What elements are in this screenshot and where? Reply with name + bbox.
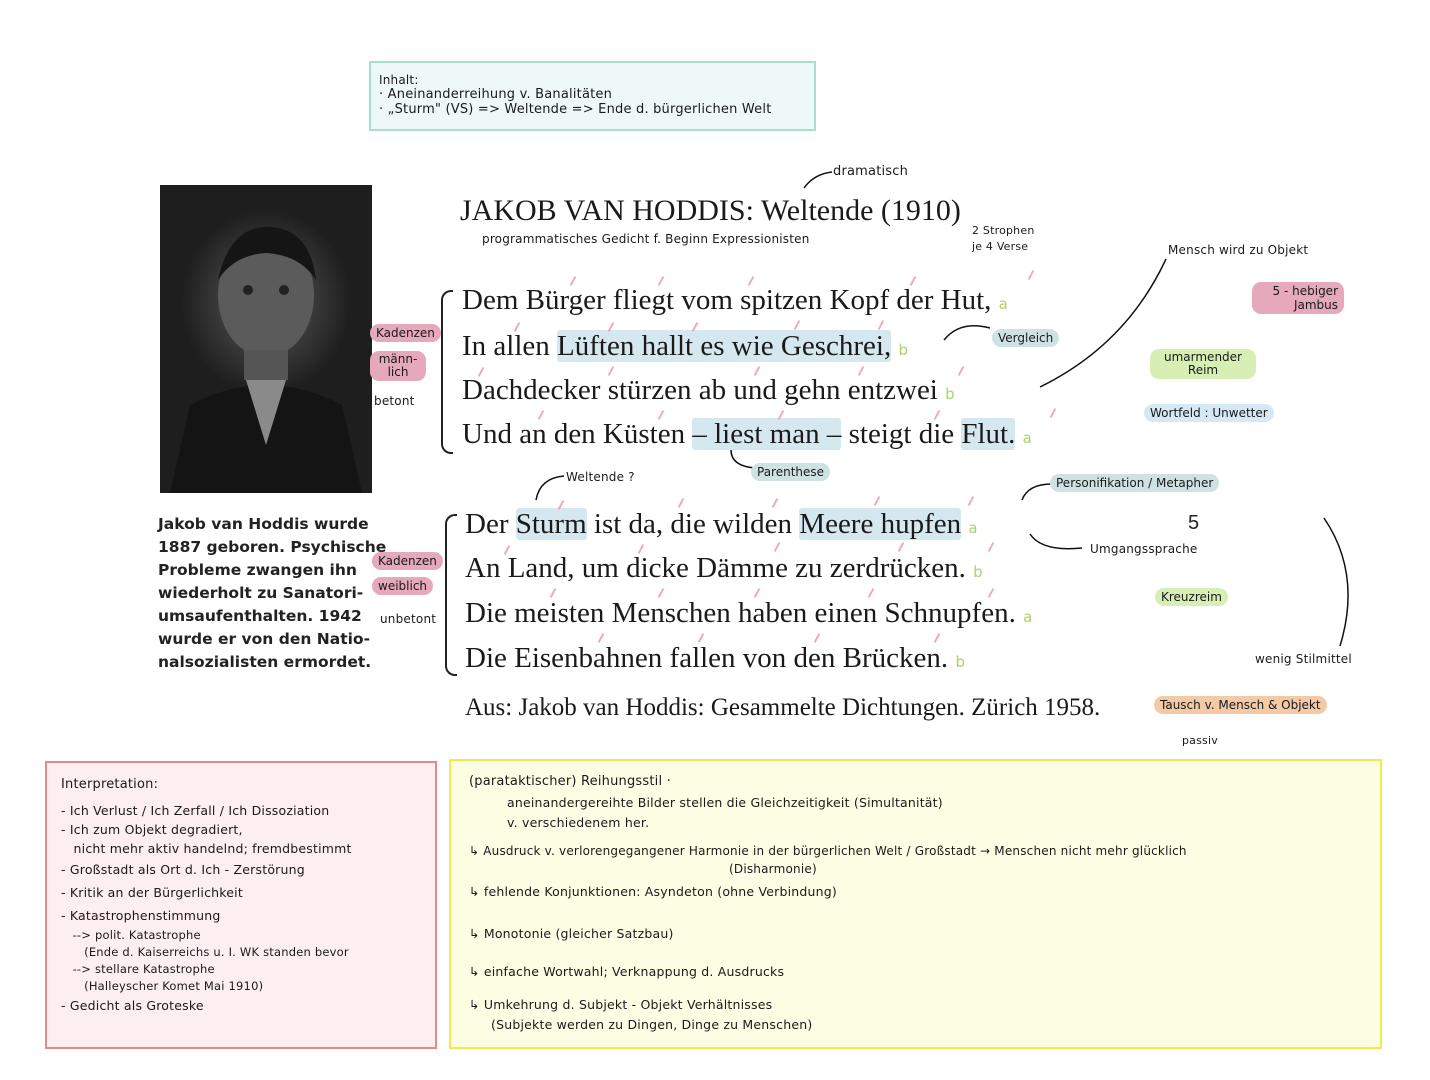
tag-kreuzreim: Kreuzreim <box>1155 588 1228 606</box>
meter-stroke <box>1028 270 1034 280</box>
stanza1-line2-highlight: Lüften hallt es wie Geschrei, <box>557 330 892 362</box>
note-dramatisch: dramatisch <box>833 164 909 179</box>
note-betont: betont <box>374 394 415 408</box>
stanza1-line4-parenthesis: – liest man – <box>692 418 842 450</box>
stanza2-line1-meere: Meere hupfen <box>799 508 962 540</box>
style-note: ↳ einfache Wortwahl; Verknappung d. Ausdrucks <box>469 964 785 979</box>
stanza2-line4-text: Die Eisenbahnen fallen von den Brücken. <box>465 642 949 674</box>
note-passiv: passiv <box>1182 734 1218 747</box>
meter-stroke <box>1050 408 1056 418</box>
bio-text <box>158 513 386 674</box>
bio-line-1: Jakob van Hoddis wurde <box>158 515 369 533</box>
stanza2-line1 <box>465 508 978 541</box>
meter-stroke <box>874 496 880 506</box>
style-note: aneinandergereihte Bilder stellen die Gleichzeitigkeit (Simultanität) <box>507 795 943 810</box>
note-mensch-objekt: Mensch wird zu Objekt <box>1168 243 1309 257</box>
rhyme-s1-l3: b <box>945 385 955 403</box>
inhalt-title: Inhalt: <box>379 73 419 87</box>
rhyme-s2-l1: a <box>968 519 978 537</box>
meter-stroke <box>794 320 800 330</box>
interpretation-item: - Ich Verlust / Ich Zerfall / Ich Dissoziation <box>61 803 330 818</box>
line-number: 5 <box>1188 512 1200 534</box>
meter-stroke <box>772 498 778 508</box>
style-note: ↳ Monotonie (gleicher Satzbau) <box>469 926 674 941</box>
interpretation-item: - Kritik an der Bürgerlichkeit <box>61 885 243 900</box>
interpretation-item: - Katastrophenstimmung <box>61 908 221 923</box>
stanza1-bracket <box>441 290 453 454</box>
rhyme-s2-l4: b <box>955 653 965 671</box>
stanza1-line2 <box>462 330 908 363</box>
stanza1-line4-mid: steigt die <box>841 418 962 450</box>
meter-stroke <box>988 542 994 552</box>
rhyme-s1-l2: b <box>898 341 908 359</box>
stanza1-line4-flut: Flut. <box>961 418 1016 450</box>
stanza2-line1-sturm: Sturm <box>515 508 587 540</box>
style-note: (Subjekte werden zu Dingen, Dinge zu Menschen) <box>491 1017 813 1032</box>
rhyme-s2-l3: a <box>1023 608 1033 626</box>
interpretation-item: --> polit. Katastrophe <box>61 928 201 942</box>
interpretation-title: Interpretation: <box>61 777 159 792</box>
rhyme-s1-l4: a <box>1022 429 1032 447</box>
interpretation-item: - Ich zum Objekt degradiert, <box>61 822 243 837</box>
note-umgangssprache: Umgangssprache <box>1090 542 1198 556</box>
style-note: ↳ Umkehrung d. Subjekt - Objekt Verhältnisses <box>469 997 773 1012</box>
interpretation-item: - Großstadt als Ort d. Ich - Zerstörung <box>61 862 305 877</box>
rhyme-s2-l2: b <box>973 563 983 581</box>
style-note: (Disharmonie) <box>729 862 817 876</box>
interpretation-item: nicht mehr aktiv handelnd; fremdbestimmt <box>61 841 352 856</box>
interpretation-item: --> stellare Katastrophe <box>61 962 215 976</box>
interpretation-item: (Ende d. Kaiserreichs u. I. WK standen bevor <box>61 945 349 959</box>
note-weltende: Weltende ? <box>566 470 635 484</box>
bio-line-5: umsaufenthalten. 1942 <box>158 607 362 625</box>
meter-stroke <box>968 496 974 506</box>
stanza2-line2 <box>465 552 983 585</box>
bio-line-7: nalsozialisten ermordet. <box>158 653 372 671</box>
poem-subtitle: programmatisches Gedicht f. Beginn Expressionisten <box>482 232 810 246</box>
style-note: ↳ Ausdruck v. verlorengegangener Harmonie in der bürgerlichen Welt / Großstadt → Menschen nicht mehr glücklich <box>469 844 1187 858</box>
tag-personifikation: Personifikation / Metapher <box>1050 474 1219 492</box>
interpretation-box <box>45 761 437 1049</box>
stanza1-line1 <box>462 284 1008 317</box>
tag-parenthese: Parenthese <box>751 463 830 481</box>
tag-weiblich: weiblich <box>372 577 433 595</box>
inhalt-line-1: · Aneinanderreihung v. Banalitäten <box>379 87 613 102</box>
meter-stroke <box>958 366 964 376</box>
meter-stroke <box>678 498 684 508</box>
style-note: v. verschiedenem her. <box>507 815 650 830</box>
inhalt-box <box>369 61 816 131</box>
rhyme-s1-l1: a <box>998 295 1008 313</box>
stanza2-line2-text: An Land, um dicke Dämme zu zerdrücken. <box>465 552 966 584</box>
note-unbetont: unbetont <box>380 612 437 626</box>
tag-umarmender-reim: umarmender Reim <box>1150 349 1256 379</box>
stanza1-line3 <box>462 374 955 407</box>
style-note: ↳ fehlende Konjunktionen: Asyndeton (ohne Verbindung) <box>469 884 838 899</box>
tag-wortfeld: Wortfeld : Unwetter <box>1144 404 1274 422</box>
portrait-photo <box>160 185 372 493</box>
tag-vergleich: Vergleich <box>992 329 1059 347</box>
style-note: (parataktischer) Reihungsstil · <box>469 774 671 789</box>
note-strophen: 2 Strophen <box>972 224 1035 237</box>
meter-stroke <box>878 320 884 330</box>
stanza2-bracket <box>445 514 457 676</box>
source-citation: Aus: Jakob van Hoddis: Gesammelte Dichtungen. Zürich 1958. <box>465 694 1101 721</box>
bio-line-3: Probleme zwangen ihn <box>158 561 357 579</box>
stanza1-line2-pre: In allen <box>462 330 558 362</box>
tag-hebiger-jambus: 5 - hebiger Jambus <box>1252 282 1344 314</box>
stanza1-line4 <box>462 418 1032 451</box>
arrow-weltende <box>530 472 570 502</box>
portrait-figure <box>160 185 372 493</box>
style-notes-box <box>449 759 1382 1049</box>
arrow-wenig-stilmittel <box>1318 514 1358 654</box>
stanza2-line1-pre: Der <box>465 508 516 540</box>
stanza2-line3 <box>465 597 1032 630</box>
interpretation-item: (Halleyscher Komet Mai 1910) <box>61 979 264 993</box>
stanza1-line1-text: Dem Bürger fliegt vom spitzen Kopf der Hut, <box>462 284 992 316</box>
tag-maennlich: männ-lich <box>370 351 426 381</box>
stanza1-line3-text: Dachdecker stürzen ab und gehn entzwei <box>462 374 938 406</box>
arrow-vergleich <box>940 318 1000 348</box>
note-wenig-stilmittel: wenig Stilmittel <box>1255 652 1352 666</box>
bio-line-4: wiederholt zu Sanatori- <box>158 584 364 602</box>
poem-title: JAKOB VAN HODDIS: Weltende (1910) <box>460 194 961 227</box>
bio-line-2: 1887 geboren. Psychische <box>158 538 387 556</box>
meter-stroke <box>898 542 904 552</box>
tag-kadenzen-2: Kadenzen <box>372 552 443 570</box>
tag-tausch: Tausch v. Mensch & Objekt <box>1154 696 1327 714</box>
note-verse: je 4 Verse <box>972 240 1029 253</box>
arrow-dramatisch <box>800 168 840 192</box>
stanza2-line4 <box>465 642 965 675</box>
stanza2-line3-text: Die meisten Menschen haben einen Schnupfen. <box>465 597 1016 629</box>
stanza1-line4-pre: Und an den Küsten <box>462 418 693 450</box>
tag-kadenzen-1: Kadenzen <box>370 324 441 342</box>
stanza2-line1-mid: ist da, die wilden <box>586 508 800 540</box>
interpretation-item: - Gedicht als Groteske <box>61 998 204 1013</box>
inhalt-line-2: · „Sturm" (VS) => Weltende => Ende d. bürgerlichen Welt <box>379 102 772 117</box>
arrow-umgangssprache <box>1026 530 1086 554</box>
meter-stroke <box>774 542 780 552</box>
bio-line-6: wurde er von den Natio- <box>158 630 371 648</box>
